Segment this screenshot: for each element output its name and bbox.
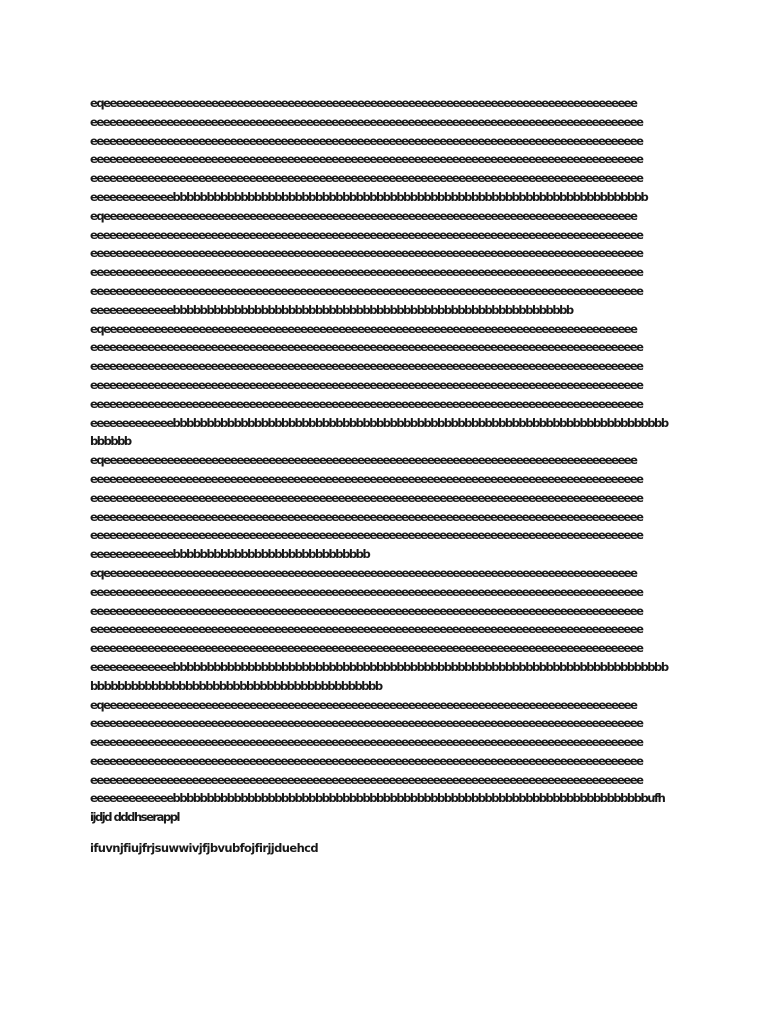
text-line: eeeeeeeeeeeeeeeeeeeeeeeeeeeeeeeeeeeeeeeeeeeeeeeeeeeeeeeeeeeeeeeeeeeeeeeeeeeeeeeeeeeeeee: [90, 603, 643, 618]
text-line: eeeeeeeeeeeeeeeeeeeeeeeeeeeeeeeeeeeeeeeeeeeeeeeeeeeeeeeeeeeeeeeeeeeeeeeeeeeeeeeeeeeeeee: [90, 152, 643, 167]
text-line: eqeeeeeeeeeeeeeeeeeeeeeeeeeeeeeeeeeeeeeeeeeeeeeeeeeeeeeeeeeeeeeeeeeeeeeeeeeeeeeeeeeeee: [90, 453, 637, 468]
text-line: eqeeeeeeeeeeeeeeeeeeeeeeeeeeeeeeeeeeeeeeeeeeeeeeeeeeeeeeeeeeeeeeeeeeeeeeeeeeeeeeeeeeee: [90, 565, 637, 580]
text-line: eeeeeeeeeeeeeeeeeeeeeeeeeeeeeeeeeeeeeeeeeeeeeeeeeeeeeeeeeeeeeeeeeeeeeeeeeeeeeeeeeeeeeee: [90, 772, 643, 787]
trailing-paragraph: ifuvnjfiujfrjsuwwivjfjbvubfojfirjjduehcd: [90, 841, 319, 856]
text-line: eeeeeeeeeeeeeeeeeeeeeeeeeeeeeeeeeeeeeeeeeeeeeeeeeeeeeeeeeeeeeeeeeeeeeeeeeeeeeeeeeeeeeee: [90, 377, 643, 392]
text-line: eeeeeeeeeeeeeeeeeeeeeeeeeeeeeeeeeeeeeeeeeeeeeeeeeeeeeeeeeeeeeeeeeeeeeeeeeeeeeeeeeeeeeee: [90, 283, 643, 298]
text-line: eqeeeeeeeeeeeeeeeeeeeeeeeeeeeeeeeeeeeeeeeeeeeeeeeeeeeeeeeeeeeeeeeeeeeeeeeeeeeeeeeeeeee: [90, 697, 637, 712]
text-line: eeeeeeeeeeeeebbbbbbbbbbbbbbbbbbbbbbbbbbbbb: [90, 547, 370, 562]
text-line: eeeeeeeeeeeeeeeeeeeeeeeeeeeeeeeeeeeeeeeeeeeeeeeeeeeeeeeeeeeeeeeeeeeeeeeeeeeeeeeeeeeeeee: [90, 753, 643, 768]
text-line: eqeeeeeeeeeeeeeeeeeeeeeeeeeeeeeeeeeeeeeeeeeeeeeeeeeeeeeeeeeeeeeeeeeeeeeeeeeeeeeeeeeeee: [90, 321, 637, 336]
text-line: eeeeeeeeeeeeebbbbbbbbbbbbbbbbbbbbbbbbbbbbbbbbbbbbbbbbbbbbbbbbbbbbbbbbbbbbbbbbbbbbbb: [90, 189, 648, 204]
text-line: eeeeeeeeeeeeebbbbbbbbbbbbbbbbbbbbbbbbbbbbbbbbbbbbbbbbbbbbbbbbbbbbbbbbbbbbbbbbbbbbbbbbb: [90, 659, 668, 674]
text-line: eeeeeeeeeeeeeeeeeeeeeeeeeeeeeeeeeeeeeeeeeeeeeeeeeeeeeeeeeeeeeeeeeeeeeeeeeeeeeeeeeeeeeee: [90, 471, 643, 486]
text-line: bbbbbb: [90, 434, 131, 449]
text-line: eeeeeeeeeeeeeeeeeeeeeeeeeeeeeeeeeeeeeeeeeeeeeeeeeeeeeeeeeeeeeeeeeeeeeeeeeeeeeeeeeeeeeee: [90, 114, 643, 129]
text-line: eeeeeeeeeeeeeeeeeeeeeeeeeeeeeeeeeeeeeeeeeeeeeeeeeeeeeeeeeeeeeeeeeeeeeeeeeeeeeeeeeeeeeee: [90, 528, 643, 543]
text-line: eeeeeeeeeeeeeeeeeeeeeeeeeeeeeeeeeeeeeeeeeeeeeeeeeeeeeeeeeeeeeeeeeeeeeeeeeeeeeeeeeeeeeee: [90, 359, 643, 374]
text-line: eeeeeeeeeeeeebbbbbbbbbbbbbbbbbbbbbbbbbbbbbbbbbbbbbbbbbbbbbbbbbbbbbbbbbbbbbbbbbbbbbbbbb: [90, 415, 668, 430]
text-line: eeeeeeeeeeeeeeeeeeeeeeeeeeeeeeeeeeeeeeeeeeeeeeeeeeeeeeeeeeeeeeeeeeeeeeeeeeeeeeeeeeeeeee: [90, 716, 643, 731]
text-line: eqeeeeeeeeeeeeeeeeeeeeeeeeeeeeeeeeeeeeeeeeeeeeeeeeeeeeeeeeeeeeeeeeeeeeeeeeeeeeeeeeeeee: [90, 208, 637, 223]
text-line: eeeeeeeeeeeeeeeeeeeeeeeeeeeeeeeeeeeeeeeeeeeeeeeeeeeeeeeeeeeeeeeeeeeeeeeeeeeeeeeeeeeeeee: [90, 396, 643, 411]
text-line: eeeeeeeeeeeeeeeeeeeeeeeeeeeeeeeeeeeeeeeeeeeeeeeeeeeeeeeeeeeeeeeeeeeeeeeeeeeeeeeeeeeeeee: [90, 227, 643, 242]
text-line: eeeeeeeeeeeeebbbbbbbbbbbbbbbbbbbbbbbbbbbbbbbbbbbbbbbbbbbbbbbbbbbbbbbbbbbbbbbbbbbbbbufh: [90, 791, 665, 806]
text-line: eeeeeeeeeeeeeeeeeeeeeeeeeeeeeeeeeeeeeeeeeeeeeeeeeeeeeeeeeeeeeeeeeeeeeeeeeeeeeeeeeeeeeee: [90, 509, 643, 524]
text-line: eeeeeeeeeeeeeeeeeeeeeeeeeeeeeeeeeeeeeeeeeeeeeeeeeeeeeeeeeeeeeeeeeeeeeeeeeeeeeeeeeeeeeee: [90, 490, 643, 505]
text-line: eeeeeeeeeeeeeeeeeeeeeeeeeeeeeeeeeeeeeeeeeeeeeeeeeeeeeeeeeeeeeeeeeeeeeeeeeeeeeeeeeeeeeee: [90, 133, 643, 148]
text-line: eqeeeeeeeeeeeeeeeeeeeeeeeeeeeeeeeeeeeeeeeeeeeeeeeeeeeeeeeeeeeeeeeeeeeeeeeeeeeeeeeeeeee: [90, 96, 637, 110]
body-text: [90, 94, 678, 858]
text-line: eeeeeeeeeeeeeeeeeeeeeeeeeeeeeeeeeeeeeeeeeeeeeeeeeeeeeeeeeeeeeeeeeeeeeeeeeeeeeeeeeeeeeee: [90, 340, 643, 355]
text-line: ijdjd dddhserappl: [90, 810, 180, 825]
text-line: eeeeeeeeeeeeebbbbbbbbbbbbbbbbbbbbbbbbbbbbbbbbbbbbbbbbbbbbbbbbbbbbbbbbbbb: [90, 302, 573, 317]
text-line: eeeeeeeeeeeeeeeeeeeeeeeeeeeeeeeeeeeeeeeeeeeeeeeeeeeeeeeeeeeeeeeeeeeeeeeeeeeeeeeeeeeeeee: [90, 584, 643, 599]
text-line: bbbbbbbbbbbbbbbbbbbbbbbbbbbbbbbbbbbbbbbbbbb: [90, 678, 382, 693]
text-line: eeeeeeeeeeeeeeeeeeeeeeeeeeeeeeeeeeeeeeeeeeeeeeeeeeeeeeeeeeeeeeeeeeeeeeeeeeeeeeeeeeeeeee: [90, 641, 643, 656]
text-line: eeeeeeeeeeeeeeeeeeeeeeeeeeeeeeeeeeeeeeeeeeeeeeeeeeeeeeeeeeeeeeeeeeeeeeeeeeeeeeeeeeeeeee: [90, 246, 643, 261]
text-line: eeeeeeeeeeeeeeeeeeeeeeeeeeeeeeeeeeeeeeeeeeeeeeeeeeeeeeeeeeeeeeeeeeeeeeeeeeeeeeeeeeeeeee: [90, 171, 643, 186]
text-line: eeeeeeeeeeeeeeeeeeeeeeeeeeeeeeeeeeeeeeeeeeeeeeeeeeeeeeeeeeeeeeeeeeeeeeeeeeeeeeeeeeeeeee: [90, 622, 643, 637]
text-line: eeeeeeeeeeeeeeeeeeeeeeeeeeeeeeeeeeeeeeeeeeeeeeeeeeeeeeeeeeeeeeeeeeeeeeeeeeeeeeeeeeeeeee: [90, 735, 643, 750]
text-line: eeeeeeeeeeeeeeeeeeeeeeeeeeeeeeeeeeeeeeeeeeeeeeeeeeeeeeeeeeeeeeeeeeeeeeeeeeeeeeeeeeeeeee: [90, 265, 643, 280]
